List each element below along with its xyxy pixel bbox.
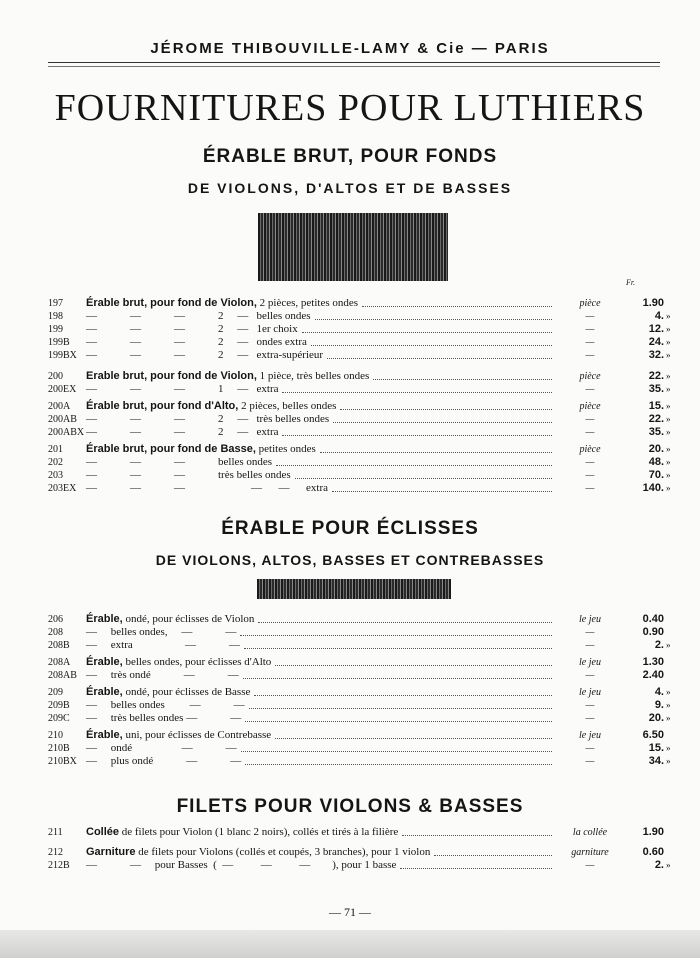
item-description: [86, 336, 307, 349]
price-quote-mark: »: [666, 483, 671, 493]
item-unit: le jeu: [579, 657, 601, 668]
dot-leader: [282, 383, 552, 393]
item-number: 208: [48, 627, 63, 638]
item-details: — — — très belles ondes: [86, 469, 291, 481]
item-description: [86, 297, 358, 310]
dot-leader: [340, 400, 552, 410]
item-number: 208B: [48, 640, 70, 651]
item-unit: le jeu: [579, 730, 601, 741]
table-row: [0, 755, 700, 768]
price-quote-mark: »: [666, 687, 671, 697]
item-number: 199: [48, 324, 63, 335]
table-row: [0, 310, 700, 323]
table-row: [0, 469, 700, 482]
item-number: 200AB: [48, 414, 77, 425]
item-price: 24.: [648, 336, 664, 348]
price-quote-mark: »: [666, 401, 671, 411]
table-row: [0, 482, 700, 495]
price-quote-mark: »: [666, 414, 671, 424]
item-name: Garniture: [86, 846, 136, 858]
item-details: — — — 2 — 1er choix: [86, 323, 298, 335]
item-unit: —: [585, 350, 595, 361]
item-description: [86, 443, 316, 456]
table-row: [0, 349, 700, 362]
item-unit: —: [585, 640, 595, 651]
item-price: 2.: [654, 639, 664, 651]
item-details: — — — 2 — très belles ondes: [86, 413, 330, 425]
item-description: [86, 370, 369, 383]
item-description: [86, 859, 396, 872]
item-number: 198: [48, 311, 63, 322]
item-price: 15.: [648, 742, 664, 754]
item-number: 200: [48, 371, 63, 382]
dot-leader: [373, 370, 552, 380]
table-row: [0, 826, 700, 839]
item-price: 34.: [648, 755, 664, 767]
item-unit: —: [585, 414, 595, 425]
item-price: 1.90: [642, 826, 664, 838]
item-number: 197: [48, 298, 63, 309]
dot-leader: [295, 469, 552, 479]
item-description: [86, 712, 241, 725]
item-description: [86, 846, 430, 859]
item-unit: la collée: [572, 827, 608, 838]
currency-label: Fr.: [626, 278, 636, 287]
item-name: Érable,: [86, 729, 123, 741]
page-title: FOURNITURES POUR LUTHIERS: [54, 87, 646, 129]
dot-leader: [333, 413, 552, 423]
item-details: — — — 2 — extra: [86, 426, 279, 438]
item-unit: le jeu: [579, 614, 601, 625]
dot-leader: [245, 712, 552, 722]
item-name: Érable brut, pour fond de Basse,: [86, 443, 256, 455]
item-number: 209: [48, 687, 63, 698]
price-quote-mark: »: [666, 311, 671, 321]
dot-leader: [332, 482, 552, 492]
dot-leader: [276, 456, 552, 466]
dot-leader: [311, 336, 552, 346]
item-name: Érable brut, pour fond de Violon,: [86, 297, 257, 309]
item-price: 48.: [648, 456, 664, 468]
item-unit: —: [585, 324, 595, 335]
price-quote-mark: »: [666, 444, 671, 454]
item-description: [86, 456, 272, 469]
item-price: 12.: [648, 323, 664, 335]
item-description: [86, 469, 291, 482]
item-number: 199BX: [48, 350, 77, 361]
item-details: — — pour Basses ( — — — ), pour 1 basse: [86, 859, 397, 871]
item-details: 2 pièces, belles ondes: [238, 400, 337, 412]
item-unit: —: [585, 756, 595, 767]
item-number: 199B: [48, 337, 70, 348]
item-number: 210BX: [48, 756, 77, 767]
item-price: 6.50: [642, 729, 664, 741]
item-price: 0.60: [642, 846, 664, 858]
item-price: 32.: [648, 349, 664, 361]
item-description: [86, 742, 237, 755]
item-price: 0.40: [642, 613, 664, 625]
price-quote-mark: »: [666, 713, 671, 723]
item-details: belles ondes, pour éclisses d'Alto: [122, 656, 272, 668]
dot-leader: [302, 323, 552, 333]
item-unit: garniture: [571, 847, 609, 858]
section1-subtitle: DE VIOLONS, D'ALTOS ET DE BASSES: [187, 180, 513, 196]
dot-leader: [320, 443, 552, 453]
item-details: 2 pièces, petites ondes: [256, 297, 359, 309]
table-row: [0, 626, 700, 639]
item-name: Érable,: [86, 613, 123, 625]
dot-leader: [249, 699, 552, 709]
item-unit: pièce: [579, 444, 601, 455]
item-description: [86, 669, 239, 682]
price-quote-mark: »: [666, 337, 671, 347]
item-number: 200A: [48, 401, 71, 412]
item-description: [86, 413, 329, 426]
table-row: [0, 413, 700, 426]
item-description: [86, 626, 236, 639]
dot-leader: [275, 656, 552, 666]
item-name: Collée: [86, 826, 120, 838]
price-quote-mark: »: [666, 384, 671, 394]
item-price: 1.90: [642, 297, 664, 309]
table-row: [0, 742, 700, 755]
page-header: JÉROME THIBOUVILLE-LAMY & Cie — PARIS: [150, 40, 550, 57]
item-details: ondé, pour éclisses de Violon: [122, 613, 255, 625]
item-description: [86, 482, 328, 495]
dot-leader: [245, 755, 552, 765]
dot-leader: [400, 859, 552, 869]
table-row: [0, 669, 700, 682]
maple-block-illustration: [258, 213, 448, 281]
item-unit: —: [585, 627, 595, 638]
price-quote-mark: »: [666, 756, 671, 766]
table-row: [0, 729, 700, 742]
item-price: 22.: [648, 413, 664, 425]
item-details: — plus ondé — —: [86, 755, 242, 767]
item-price: 4.: [654, 310, 664, 322]
header-rule-double: [48, 66, 660, 67]
item-number: 200ABX: [48, 427, 85, 438]
dot-leader: [254, 686, 552, 696]
item-price: 0.90: [642, 626, 664, 638]
item-details: — belles ondes — —: [86, 699, 245, 711]
item-name: Érable,: [86, 686, 123, 698]
item-description: [86, 400, 336, 413]
item-description: [86, 323, 298, 336]
dot-leader: [240, 626, 552, 636]
item-description: [86, 639, 240, 652]
item-unit: —: [585, 470, 595, 481]
item-price: 140.: [642, 482, 664, 494]
table-row: [0, 426, 700, 439]
item-description: [86, 310, 311, 323]
dot-leader: [362, 297, 552, 307]
table-row: [0, 456, 700, 469]
dot-leader: [243, 669, 552, 679]
item-description: [86, 613, 254, 626]
item-description: [86, 699, 245, 712]
item-details: — — — — — extra: [86, 482, 328, 494]
item-details: — extra — —: [86, 639, 240, 651]
dot-leader: [315, 310, 552, 320]
item-details: — — — 2 — extra-supérieur: [86, 349, 324, 361]
item-number: 209C: [48, 713, 70, 724]
item-unit: pièce: [579, 298, 601, 309]
item-price: 4.: [654, 686, 664, 698]
table-row: [0, 323, 700, 336]
item-name: Érable brut, pour fond d'Alto,: [86, 400, 239, 412]
header-rule: [48, 62, 660, 63]
price-quote-mark: »: [666, 860, 671, 870]
item-number: 212: [48, 847, 63, 858]
price-quote-mark: »: [666, 371, 671, 381]
price-quote-mark: »: [666, 350, 671, 360]
item-description: [86, 686, 250, 699]
item-price: 2.: [654, 859, 664, 871]
section2-title: ÉRABLE POUR ÉCLISSES: [221, 518, 479, 539]
item-description: [86, 383, 278, 396]
price-quote-mark: »: [666, 640, 671, 650]
item-price: 35.: [648, 383, 664, 395]
item-unit: —: [585, 337, 595, 348]
table-row: [0, 699, 700, 712]
item-unit: —: [585, 311, 595, 322]
item-number: 211: [48, 827, 63, 838]
table-row: [0, 639, 700, 652]
item-unit: —: [585, 457, 595, 468]
item-price: 20.: [648, 443, 664, 455]
item-unit: —: [585, 713, 595, 724]
item-price: 22.: [648, 370, 664, 382]
item-unit: pièce: [579, 371, 601, 382]
price-quote-mark: »: [666, 324, 671, 334]
item-number: 210B: [48, 743, 70, 754]
item-description: [86, 426, 278, 439]
item-details: — belles ondes, — —: [86, 626, 237, 638]
page-edge: [0, 930, 700, 958]
section1-title: ÉRABLE BRUT, POUR FONDS: [202, 146, 498, 167]
item-details: — — — belles ondes: [86, 456, 273, 468]
table-row: [0, 383, 700, 396]
section2-subtitle: DE VIOLONS, ALTOS, BASSES ET CONTREBASSES: [155, 552, 545, 568]
table-row: [0, 846, 700, 859]
price-quote-mark: »: [666, 743, 671, 753]
item-price: 2.40: [642, 669, 664, 681]
item-price: 35.: [648, 426, 664, 438]
item-details: — très belles ondes — —: [86, 712, 242, 724]
table-row: [0, 443, 700, 456]
item-unit: —: [585, 700, 595, 711]
item-number: 209B: [48, 700, 70, 711]
item-details: ondé, pour éclisses de Basse: [122, 686, 251, 698]
item-number: 208AB: [48, 670, 77, 681]
item-details: — — — 1 — extra: [86, 383, 279, 395]
item-details: 1 pièce, très belles ondes: [256, 370, 370, 382]
item-description: [86, 656, 271, 669]
item-number: 206: [48, 614, 63, 625]
item-unit: —: [585, 427, 595, 438]
item-unit: —: [585, 483, 595, 494]
price-quote-mark: »: [666, 470, 671, 480]
item-price: 9.: [654, 699, 664, 711]
item-number: 212B: [48, 860, 70, 871]
item-details: — ondé — —: [86, 742, 237, 754]
dot-leader: [434, 846, 552, 856]
price-quote-mark: »: [666, 700, 671, 710]
item-details: — — — 2 — belles ondes: [86, 310, 311, 322]
item-details: de filets pour Violons (collés et coupés, 3 branches), pour 1 violon: [135, 846, 431, 858]
item-unit: —: [585, 860, 595, 871]
item-price: 20.: [648, 712, 664, 724]
item-description: [86, 826, 398, 839]
section3-title: FILETS POUR VIOLONS & BASSES: [176, 796, 524, 817]
item-number: 203: [48, 470, 63, 481]
item-unit: le jeu: [579, 687, 601, 698]
table-row: [0, 656, 700, 669]
item-number: 208A: [48, 657, 71, 668]
table-row: [0, 859, 700, 872]
item-details: uni, pour éclisses de Contrebasse: [122, 729, 272, 741]
dot-leader: [402, 826, 552, 836]
item-unit: —: [585, 743, 595, 754]
dot-leader: [275, 729, 552, 739]
item-number: 203EX: [48, 483, 77, 494]
item-number: 210: [48, 730, 63, 741]
item-unit: pièce: [579, 401, 601, 412]
item-number: 201: [48, 444, 63, 455]
item-details: — très ondé — —: [86, 669, 239, 681]
price-quote-mark: »: [666, 427, 671, 437]
item-number: 200EX: [48, 384, 77, 395]
dot-leader: [244, 639, 552, 649]
page-number: — 71 —: [329, 905, 371, 919]
item-details: de filets pour Violon (1 blanc 2 noirs), collés et tirés à la filière: [119, 826, 399, 838]
table-row: [0, 400, 700, 413]
item-description: [86, 729, 271, 742]
item-price: 15.: [648, 400, 664, 412]
dot-leader: [327, 349, 552, 359]
price-quote-mark: »: [666, 457, 671, 467]
dot-leader: [282, 426, 552, 436]
item-unit: —: [585, 670, 595, 681]
table-row: [0, 336, 700, 349]
item-price: 70.: [648, 469, 664, 481]
item-price: 1.30: [642, 656, 664, 668]
table-row: [0, 712, 700, 725]
item-details: — — — 2 — ondes extra: [86, 336, 307, 348]
table-row: [0, 686, 700, 699]
dot-leader: [241, 742, 552, 752]
item-description: [86, 349, 323, 362]
table-row: [0, 613, 700, 626]
item-unit: —: [585, 384, 595, 395]
dot-leader: [258, 613, 552, 623]
item-name: Erable brut, pour fond de Violon,: [86, 370, 257, 382]
rib-strip-illustration: [257, 579, 451, 599]
table-row: [0, 297, 700, 310]
table-row: [0, 370, 700, 383]
item-number: 202: [48, 457, 63, 468]
item-description: [86, 755, 241, 768]
item-name: Érable,: [86, 656, 123, 668]
item-details: petites ondes: [255, 443, 316, 455]
